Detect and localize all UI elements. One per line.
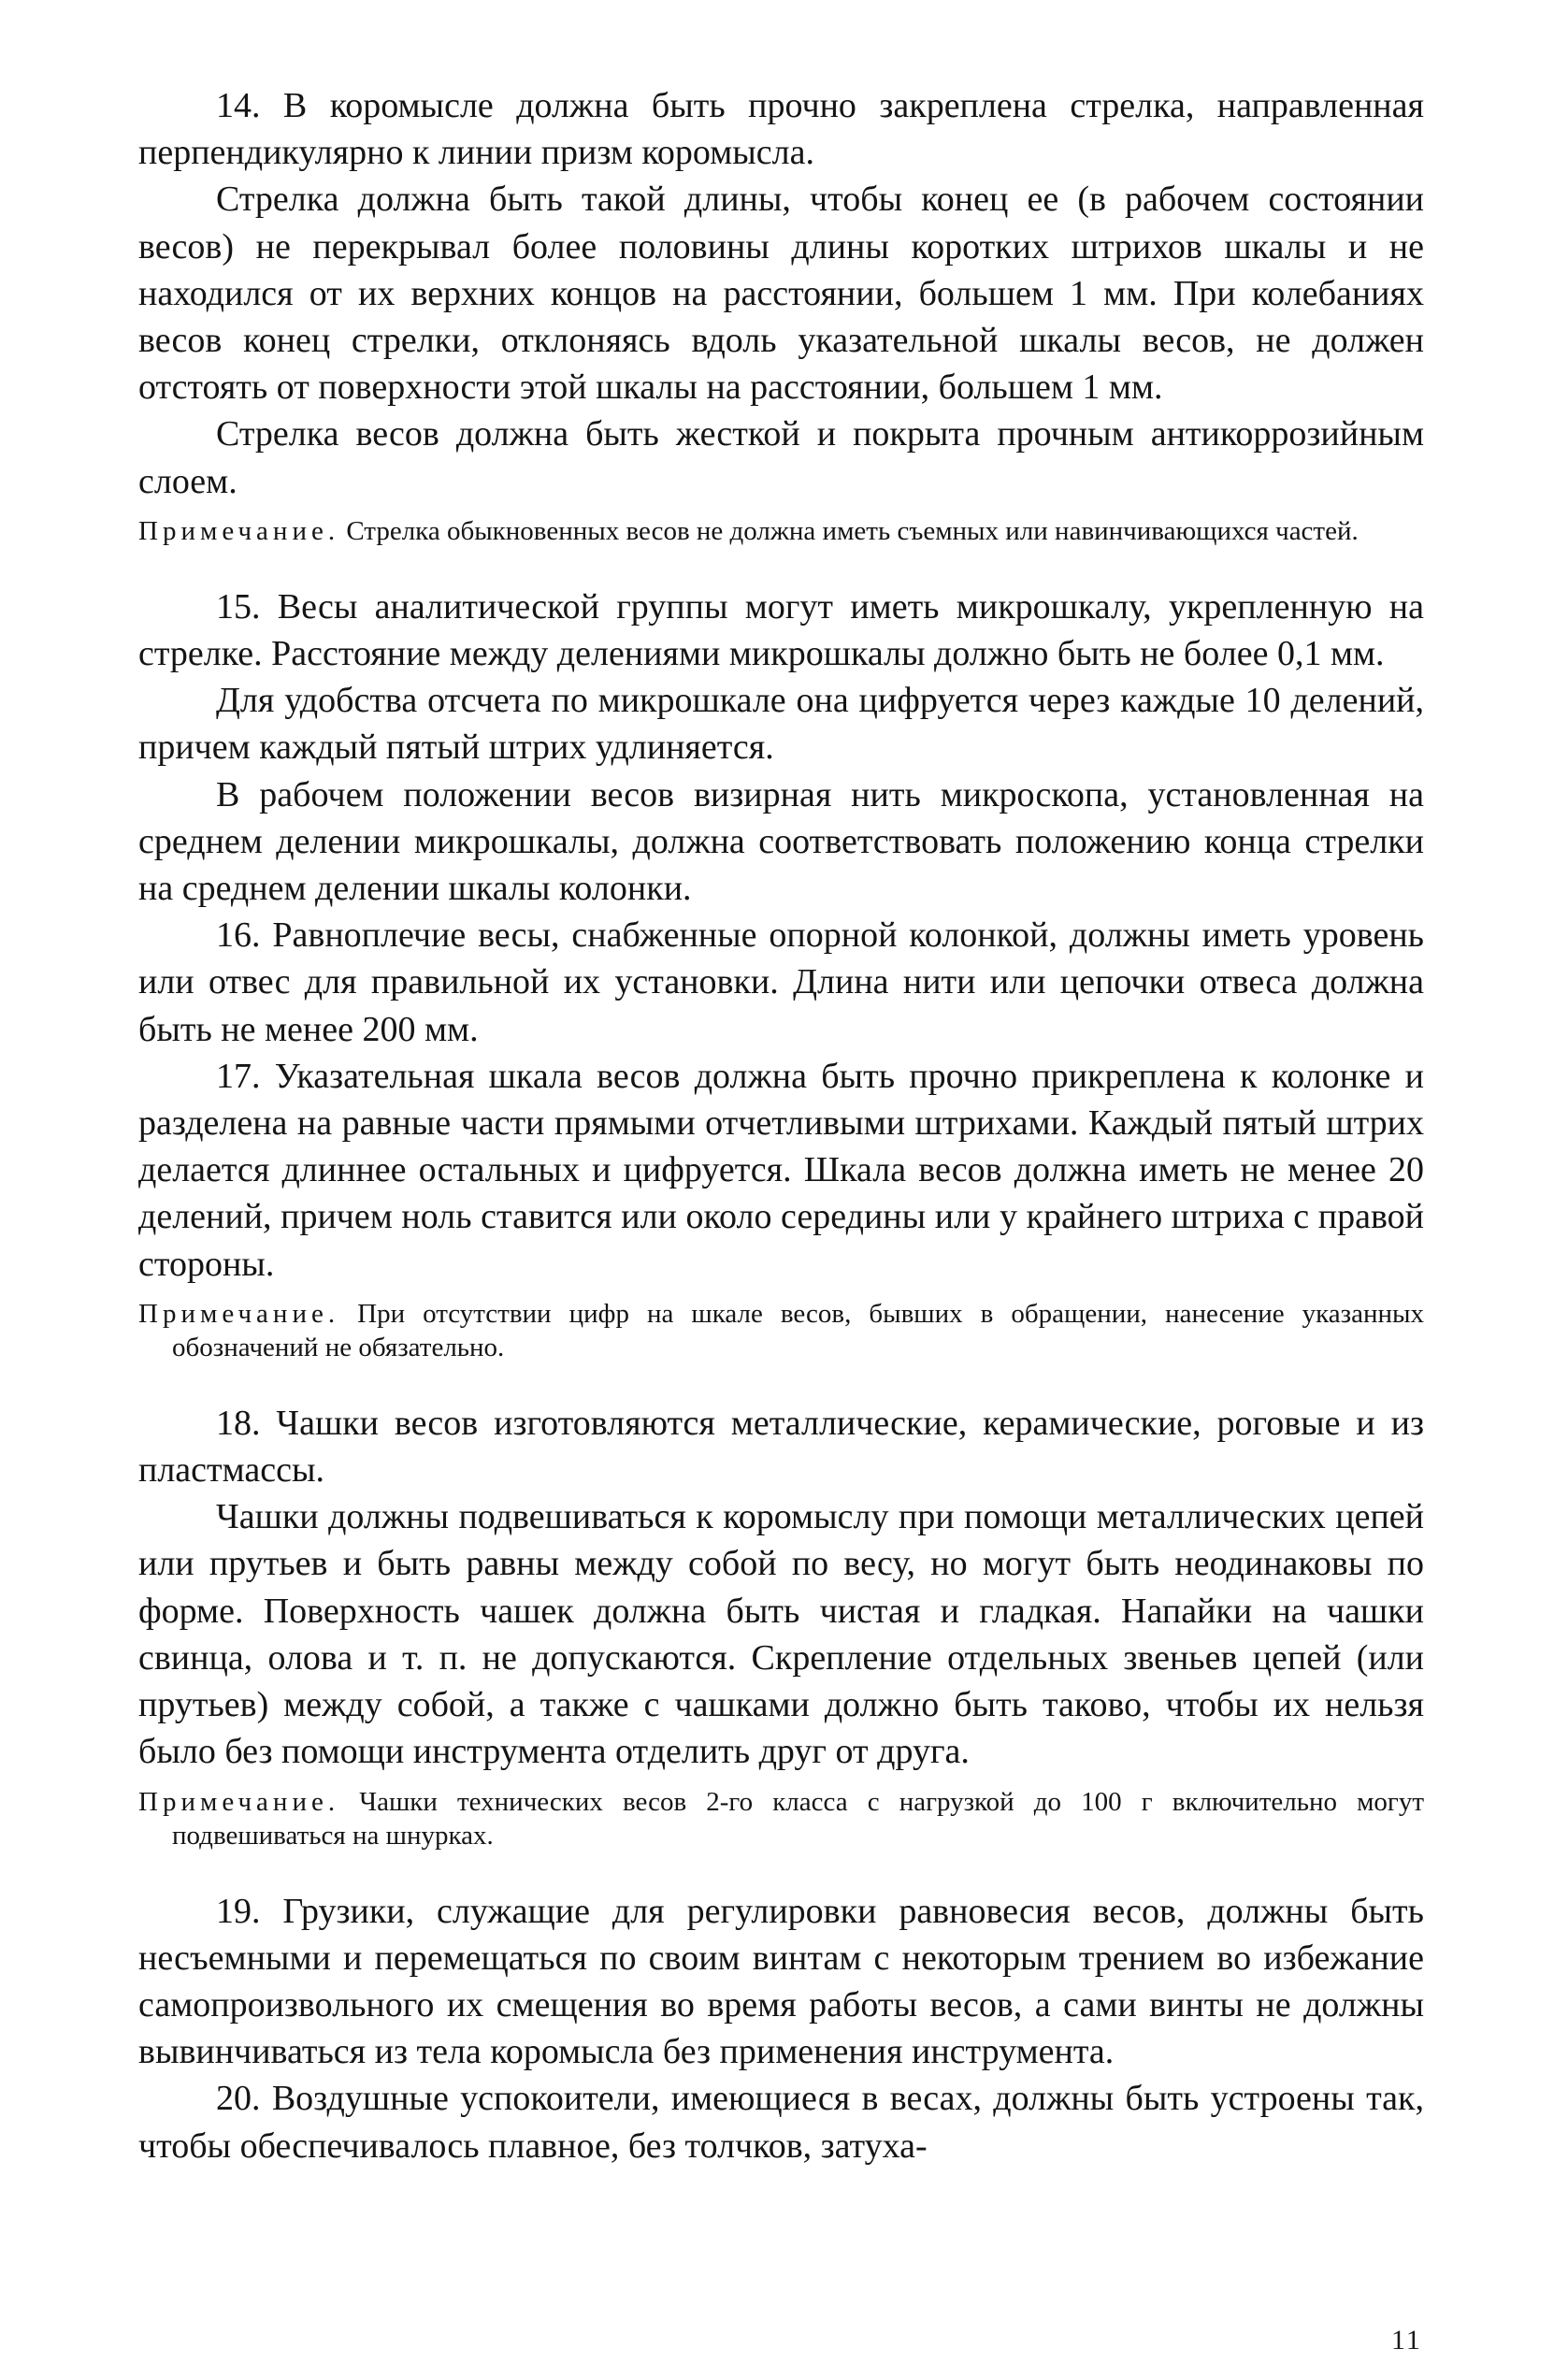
note-text: При отсутствии цифр на шкале весов, бывших в обращении, нанесение указанных обозначений не обязательно. [172, 1298, 1424, 1362]
paragraph-19-weights: 19. Грузики, служащие для регулировки равновесия весов, должны быть несъемными и перемещаться по своим винтам с некоторым трением во избежание самопроизвольного их смещения во время работы весов, а сами винты не должны вывинчиваться из тела коромысла без применения инструмента. [138, 1891, 1424, 2072]
paragraph-14-arrow-length: Стрелка должна быть такой длины, чтобы конец ее (в рабочем состоянии весов) не перекрывал более половины длины коротких штрихов шкалы и не находился от их верхних концов на расстоянии, большем 1 мм. При колебаниях весов конец стрелки, отклоняясь вдоль указательной шкалы весов, не должен отстоять от поверхности этой шкалы на расстоянии, большем 1 мм. [138, 180, 1424, 408]
paragraph-14-arrow-coating: Стрелка весов должна быть жесткой и покрыта прочным антикоррозийным слоем. [138, 414, 1424, 501]
paragraph-15-microscale: 15. Весы аналитической группы могут иметь микрошкалу, укрепленную на стрелке. Расстояние между делениями микрошкалы должно быть не более 0,1 мм. [138, 586, 1424, 674]
note-18 [138, 1785, 1424, 1852]
paragraph-18-pans-suspension: Чашки должны подвешиваться к коромыслу при помощи металлических цепей или прутьев и быть равны между собой по весу, но могут быть неодинаковы по форме. Поверхность чашек должна быть чистая и гладкая. Напайки на чашки свинца, олова и т. п. не допускаются. Скрепление отдельных звеньев цепей (или прутьев) между собой, а также с чашками должно быть таково, чтобы их нельзя было без помощи инструмента отделить друг от друга. [138, 1497, 1424, 1772]
paragraph-17-scale: 17. Указательная шкала весов должна быть прочно прикреплена к колонке и разделена на равные части прямыми отчетливыми штрихами. Каждый пятый штрих делается длиннее остальных и цифруется. Шкала весов должна иметь не менее 20 делений, причем ноль ставится или около середины или у крайнего штриха с правой стороны. [138, 1056, 1424, 1284]
note-text: Чашки технических весов 2-го класса с нагрузкой до 100 г включительно могут подвешиваться на шнурках. [172, 1786, 1424, 1851]
page-number: 11 [1391, 2325, 1422, 2356]
note-label: Примечание. [138, 515, 340, 546]
paragraph-15-numbering: Для удобства отсчета по микрошкале она цифруется через каждые 10 делений, причем каждый пятый штрих удлиняется. [138, 681, 1424, 768]
note-text: Стрелка обыкновенных весов не должна иметь съемных или навинчивающихся частей. [346, 515, 1359, 546]
paragraph-18-pans-material: 18. Чашки весов изготовляются металлические, керамические, роговые и из пластмассы. [138, 1403, 1424, 1491]
document-page [138, 82, 1424, 2169]
note-14 [138, 514, 1424, 548]
note-label: Примечание. [138, 1298, 340, 1329]
paragraph-16-level: 16. Равноплечие весы, снабженные опорной колонкой, должны иметь уровень или отвес для правильной их установки. Длина нити или цепочки отвеса должна быть не менее 200 мм. [138, 915, 1424, 1049]
paragraph-14-arrow-fixing: 14. В коромысле должна быть прочно закреплена стрелка, направленная перпендикулярно к линии призм коромысла. [138, 86, 1424, 173]
note-label: Примечание. [138, 1786, 340, 1817]
paragraph-20-dampers: 20. Воздушные успокоители, имеющиеся в весах, должны быть устроены так, чтобы обеспечивалось плавное, без толчков, затуха- [138, 2079, 1424, 2166]
paragraph-15-reticle: В рабочем положении весов визирная нить микроскопа, установленная на среднем делении микрошкалы, должна соответствовать положению конца стрелки на среднем делении шкалы колонки. [138, 774, 1424, 909]
note-17 [138, 1297, 1424, 1364]
